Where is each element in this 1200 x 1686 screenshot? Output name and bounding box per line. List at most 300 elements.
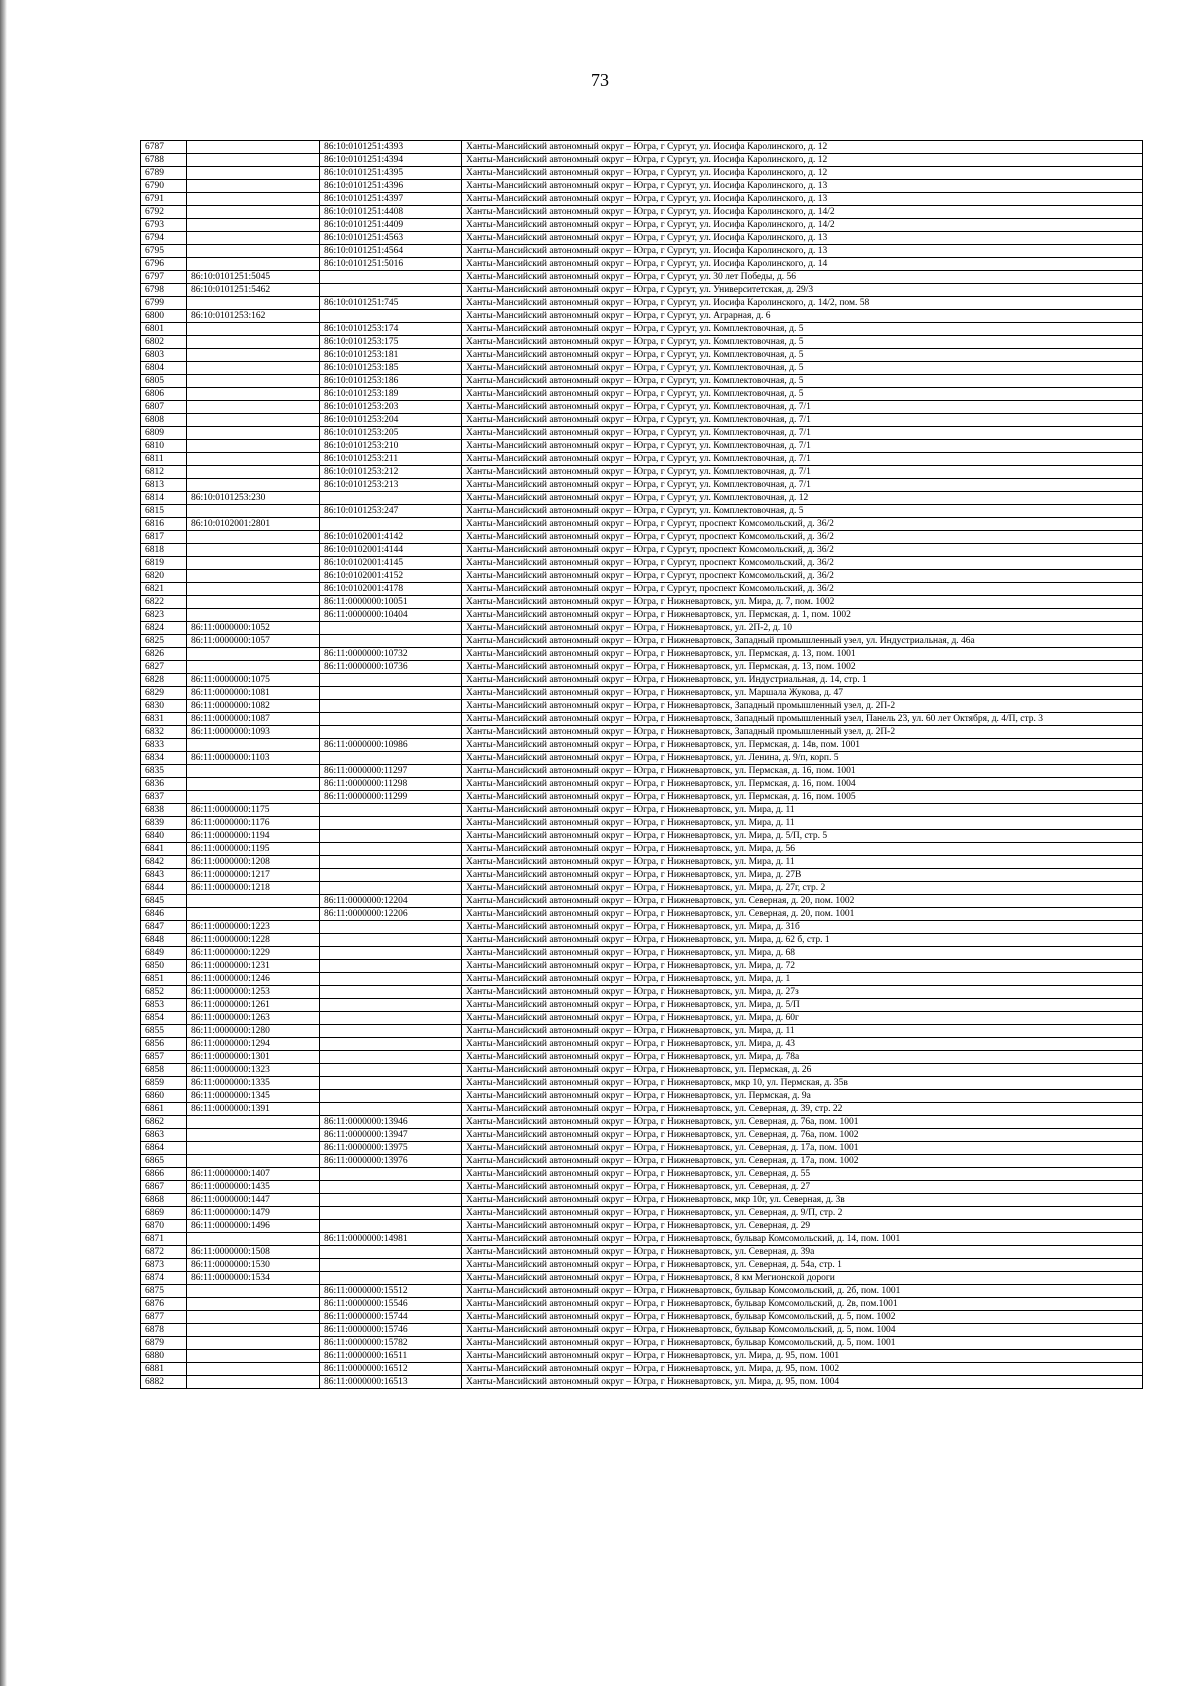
address-cell: Ханты-Мансийский автономный округ – Югра, г Нижневартовск, ул. Мира, д. 11 <box>462 1025 1143 1038</box>
row-number-cell: 6879 <box>141 1337 187 1350</box>
building-cadastral-number-cell: 86:11:0000000:1195 <box>187 843 320 856</box>
premises-cadastral-number-cell <box>320 999 462 1012</box>
premises-cadastral-number-cell <box>320 1051 462 1064</box>
row-number-cell: 6819 <box>141 557 187 570</box>
premises-cadastral-number-cell: 86:11:0000000:16511 <box>320 1350 462 1363</box>
table-row <box>141 1298 1143 1311</box>
building-cadastral-number-cell <box>187 427 320 440</box>
row-number-cell: 6857 <box>141 1051 187 1064</box>
building-cadastral-number-cell <box>187 453 320 466</box>
table-row <box>141 492 1143 505</box>
table-row <box>141 362 1143 375</box>
address-cell: Ханты-Мансийский автономный округ – Югра, г Нижневартовск, Западный промышленный узел, д. 2П-2 <box>462 726 1143 739</box>
address-cell: Ханты-Мансийский автономный округ – Югра, г Сургут, ул. Аграрная, д. 6 <box>462 310 1143 323</box>
table-row <box>141 1181 1143 1194</box>
address-cell: Ханты-Мансийский автономный округ – Югра, г Нижневартовск, Западный промышленный узел, ул. Индустриальная, д. 46а <box>462 635 1143 648</box>
row-number-cell: 6820 <box>141 570 187 583</box>
row-number-cell: 6880 <box>141 1350 187 1363</box>
building-cadastral-number-cell <box>187 1233 320 1246</box>
table-row <box>141 427 1143 440</box>
premises-cadastral-number-cell <box>320 310 462 323</box>
building-cadastral-number-cell <box>187 531 320 544</box>
row-number-cell: 6827 <box>141 661 187 674</box>
building-cadastral-number-cell <box>187 1337 320 1350</box>
building-cadastral-number-cell: 86:11:0000000:1218 <box>187 882 320 895</box>
building-cadastral-number-cell <box>187 648 320 661</box>
address-cell: Ханты-Мансийский автономный округ – Югра, г Нижневартовск, ул. Пермская, д. 16, пом. 1005 <box>462 791 1143 804</box>
row-number-cell: 6812 <box>141 466 187 479</box>
table-row <box>141 479 1143 492</box>
building-cadastral-number-cell <box>187 180 320 193</box>
table-row <box>141 180 1143 193</box>
building-cadastral-number-cell <box>187 141 320 154</box>
building-cadastral-number-cell <box>187 778 320 791</box>
address-cell: Ханты-Мансийский автономный округ – Югра, г Сургут, ул. Иосифа Каролинского, д. 13 <box>462 193 1143 206</box>
address-cell: Ханты-Мансийский автономный округ – Югра, г Сургут, ул. Комплектовочная, д. 7/1 <box>462 414 1143 427</box>
address-cell: Ханты-Мансийский автономный округ – Югра, г Нижневартовск, ул. Мира, д. 43 <box>462 1038 1143 1051</box>
table-row <box>141 1259 1143 1272</box>
premises-cadastral-number-cell: 86:11:0000000:15746 <box>320 1324 462 1337</box>
table-row <box>141 999 1143 1012</box>
building-cadastral-number-cell: 86:11:0000000:1301 <box>187 1051 320 1064</box>
building-cadastral-number-cell <box>187 349 320 362</box>
premises-cadastral-number-cell: 86:10:0101253:189 <box>320 388 462 401</box>
address-cell: Ханты-Мансийский автономный округ – Югра, г Нижневартовск, ул. Северная, д. 39, стр. 22 <box>462 1103 1143 1116</box>
row-number-cell: 6864 <box>141 1142 187 1155</box>
row-number-cell: 6862 <box>141 1116 187 1129</box>
premises-cadastral-number-cell: 86:10:0101253:203 <box>320 401 462 414</box>
row-number-cell: 6822 <box>141 596 187 609</box>
row-number-cell: 6815 <box>141 505 187 518</box>
row-number-cell: 6826 <box>141 648 187 661</box>
premises-cadastral-number-cell <box>320 1077 462 1090</box>
row-number-cell: 6818 <box>141 544 187 557</box>
row-number-cell: 6851 <box>141 973 187 986</box>
row-number-cell: 6876 <box>141 1298 187 1311</box>
address-cell: Ханты-Мансийский автономный округ – Югра, г Сургут, ул. Комплектовочная, д. 7/1 <box>462 479 1143 492</box>
building-cadastral-number-cell <box>187 206 320 219</box>
premises-cadastral-number-cell: 86:10:0101251:4563 <box>320 232 462 245</box>
premises-cadastral-number-cell: 86:11:0000000:10051 <box>320 596 462 609</box>
building-cadastral-number-cell: 86:11:0000000:1335 <box>187 1077 320 1090</box>
table-row <box>141 518 1143 531</box>
row-number-cell: 6829 <box>141 687 187 700</box>
row-number-cell: 6858 <box>141 1064 187 1077</box>
table-row <box>141 1142 1143 1155</box>
premises-cadastral-number-cell <box>320 1090 462 1103</box>
premises-cadastral-number-cell: 86:11:0000000:16512 <box>320 1363 462 1376</box>
row-number-cell: 6800 <box>141 310 187 323</box>
premises-cadastral-number-cell <box>320 674 462 687</box>
table-row <box>141 414 1143 427</box>
page-number: 73 <box>591 70 609 90</box>
table-row <box>141 622 1143 635</box>
premises-cadastral-number-cell: 86:11:0000000:10986 <box>320 739 462 752</box>
address-cell: Ханты-Мансийский автономный округ – Югра, г Нижневартовск, ул. Мира, д. 72 <box>462 960 1143 973</box>
address-cell: Ханты-Мансийский автономный округ – Югра, г Нижневартовск, ул. Мира, д. 11 <box>462 856 1143 869</box>
building-cadastral-number-cell <box>187 609 320 622</box>
premises-cadastral-number-cell: 86:10:0101253:204 <box>320 414 462 427</box>
building-cadastral-number-cell <box>187 167 320 180</box>
table-row <box>141 1272 1143 1285</box>
premises-cadastral-number-cell <box>320 492 462 505</box>
table-row <box>141 921 1143 934</box>
table-row <box>141 284 1143 297</box>
premises-cadastral-number-cell <box>320 1194 462 1207</box>
address-cell: Ханты-Мансийский автономный округ – Югра, г Сургут, ул. Иосифа Каролинского, д. 12 <box>462 167 1143 180</box>
address-cell: Ханты-Мансийский автономный округ – Югра, г Сургут, ул. Иосифа Каролинского, д. 13 <box>462 180 1143 193</box>
row-number-cell: 6830 <box>141 700 187 713</box>
premises-cadastral-number-cell <box>320 726 462 739</box>
building-cadastral-number-cell: 86:11:0000000:1407 <box>187 1168 320 1181</box>
row-number-cell: 6873 <box>141 1259 187 1272</box>
building-cadastral-number-cell <box>187 1363 320 1376</box>
row-number-cell: 6795 <box>141 245 187 258</box>
premises-cadastral-number-cell: 86:10:0102001:4178 <box>320 583 462 596</box>
row-number-cell: 6882 <box>141 1376 187 1389</box>
building-cadastral-number-cell <box>187 895 320 908</box>
table-row <box>141 1155 1143 1168</box>
address-cell: Ханты-Мансийский автономный округ – Югра, г Нижневартовск, ул. Северная, д. 27 <box>462 1181 1143 1194</box>
building-cadastral-number-cell: 86:11:0000000:1323 <box>187 1064 320 1077</box>
address-cell: Ханты-Мансийский автономный округ – Югра, г Сургут, ул. Комплектовочная, д. 5 <box>462 336 1143 349</box>
building-cadastral-number-cell: 86:11:0000000:1217 <box>187 869 320 882</box>
table-row <box>141 258 1143 271</box>
table-row <box>141 557 1143 570</box>
building-cadastral-number-cell <box>187 232 320 245</box>
building-cadastral-number-cell: 86:11:0000000:1294 <box>187 1038 320 1051</box>
row-number-cell: 6788 <box>141 154 187 167</box>
address-cell: Ханты-Мансийский автономный округ – Югра, г Нижневартовск, ул. Северная, д. 20, пом. 1001 <box>462 908 1143 921</box>
row-number-cell: 6839 <box>141 817 187 830</box>
premises-cadastral-number-cell: 86:10:0101253:174 <box>320 323 462 336</box>
table-row <box>141 895 1143 908</box>
address-cell: Ханты-Мансийский автономный округ – Югра, г Сургут, ул. Комплектовочная, д. 5 <box>462 323 1143 336</box>
building-cadastral-number-cell: 86:11:0000000:1052 <box>187 622 320 635</box>
address-cell: Ханты-Мансийский автономный округ – Югра, г Нижневартовск, ул. Мира, д. 95, пом. 1004 <box>462 1376 1143 1389</box>
table-row <box>141 739 1143 752</box>
premises-cadastral-number-cell: 86:11:0000000:10732 <box>320 648 462 661</box>
building-cadastral-number-cell <box>187 544 320 557</box>
building-cadastral-number-cell <box>187 323 320 336</box>
building-cadastral-number-cell <box>187 765 320 778</box>
table-row <box>141 401 1143 414</box>
premises-cadastral-number-cell: 86:10:0101253:211 <box>320 453 462 466</box>
premises-cadastral-number-cell <box>320 960 462 973</box>
premises-cadastral-number-cell <box>320 1207 462 1220</box>
premises-cadastral-number-cell: 86:10:0101253:181 <box>320 349 462 362</box>
table-row <box>141 960 1143 973</box>
table-row <box>141 1103 1143 1116</box>
premises-cadastral-number-cell: 86:11:0000000:16513 <box>320 1376 462 1389</box>
address-cell: Ханты-Мансийский автономный округ – Югра, г Сургут, ул. Иосифа Каролинского, д. 14/2 <box>462 206 1143 219</box>
row-number-cell: 6803 <box>141 349 187 362</box>
table-row <box>141 830 1143 843</box>
building-cadastral-number-cell: 86:11:0000000:1391 <box>187 1103 320 1116</box>
row-number-cell: 6832 <box>141 726 187 739</box>
premises-cadastral-number-cell <box>320 271 462 284</box>
row-number-cell: 6792 <box>141 206 187 219</box>
table-row <box>141 1090 1143 1103</box>
table-row <box>141 323 1143 336</box>
table-row <box>141 1311 1143 1324</box>
building-cadastral-number-cell <box>187 1142 320 1155</box>
premises-cadastral-number-cell: 86:11:0000000:10404 <box>320 609 462 622</box>
building-cadastral-number-cell <box>187 791 320 804</box>
row-number-cell: 6821 <box>141 583 187 596</box>
table-row <box>141 856 1143 869</box>
row-number-cell: 6790 <box>141 180 187 193</box>
table-row <box>141 648 1143 661</box>
row-number-cell: 6875 <box>141 1285 187 1298</box>
building-cadastral-number-cell <box>187 258 320 271</box>
row-number-cell: 6847 <box>141 921 187 934</box>
premises-cadastral-number-cell: 86:10:0101251:5016 <box>320 258 462 271</box>
address-cell: Ханты-Мансийский автономный округ – Югра, г Нижневартовск, ул. Пермская, д. 13, пом. 1001 <box>462 648 1143 661</box>
row-number-cell: 6869 <box>141 1207 187 1220</box>
premises-cadastral-number-cell: 86:10:0101253:212 <box>320 466 462 479</box>
address-cell: Ханты-Мансийский автономный округ – Югра, г Нижневартовск, ул. Мира, д. 31б <box>462 921 1143 934</box>
table-row <box>141 804 1143 817</box>
premises-cadastral-number-cell: 86:11:0000000:12206 <box>320 908 462 921</box>
building-cadastral-number-cell: 86:11:0000000:1534 <box>187 1272 320 1285</box>
premises-cadastral-number-cell <box>320 869 462 882</box>
address-cell: Ханты-Мансийский автономный округ – Югра, г Нижневартовск, бульвар Комсомольский, д. 2в, пом.1001 <box>462 1298 1143 1311</box>
row-number-cell: 6866 <box>141 1168 187 1181</box>
building-cadastral-number-cell: 86:11:0000000:1435 <box>187 1181 320 1194</box>
address-cell: Ханты-Мансийский автономный округ – Югра, г Нижневартовск, Западный промышленный узел, д. 2П-2 <box>462 700 1143 713</box>
table-row <box>141 986 1143 999</box>
table-row <box>141 1051 1143 1064</box>
row-number-cell: 6845 <box>141 895 187 908</box>
address-cell: Ханты-Мансийский автономный округ – Югра, г Сургут, ул. Иосифа Каролинского, д. 13 <box>462 232 1143 245</box>
table-row <box>141 674 1143 687</box>
address-cell: Ханты-Мансийский автономный округ – Югра, г Сургут, ул. Комплектовочная, д. 12 <box>462 492 1143 505</box>
building-cadastral-number-cell: 86:11:0000000:1229 <box>187 947 320 960</box>
premises-cadastral-number-cell <box>320 1064 462 1077</box>
table-row <box>141 609 1143 622</box>
address-cell: Ханты-Мансийский автономный округ – Югра, г Нижневартовск, Западный промышленный узел, Панель 23, ул. 60 лет Октября, д. 4/П, стр. 3 <box>462 713 1143 726</box>
address-cell: Ханты-Мансийский автономный округ – Югра, г Нижневартовск, ул. Мира, д. 11 <box>462 804 1143 817</box>
address-cell: Ханты-Мансийский автономный округ – Югра, г Сургут, ул. 30 лет Победы, д. 56 <box>462 271 1143 284</box>
row-number-cell: 6850 <box>141 960 187 973</box>
table-row <box>141 245 1143 258</box>
premises-cadastral-number-cell: 86:10:0101253:185 <box>320 362 462 375</box>
building-cadastral-number-cell: 86:11:0000000:1246 <box>187 973 320 986</box>
address-cell: Ханты-Мансийский автономный округ – Югра, г Нижневартовск, ул. 2П-2, д. 10 <box>462 622 1143 635</box>
address-cell: Ханты-Мансийский автономный округ – Югра, г Нижневартовск, ул. Мира, д. 7, пом. 1002 <box>462 596 1143 609</box>
row-number-cell: 6802 <box>141 336 187 349</box>
address-cell: Ханты-Мансийский автономный округ – Югра, г Нижневартовск, ул. Пермская, д. 16, пом. 1001 <box>462 765 1143 778</box>
address-cell: Ханты-Мансийский автономный округ – Югра, г Сургут, проспект Комсомольский, д. 36/2 <box>462 557 1143 570</box>
row-number-cell: 6856 <box>141 1038 187 1051</box>
table-row <box>141 1168 1143 1181</box>
row-number-cell: 6843 <box>141 869 187 882</box>
building-cadastral-number-cell <box>187 1376 320 1389</box>
row-number-cell: 6867 <box>141 1181 187 1194</box>
building-cadastral-number-cell <box>187 479 320 492</box>
building-cadastral-number-cell: 86:11:0000000:1208 <box>187 856 320 869</box>
row-number-cell: 6816 <box>141 518 187 531</box>
address-cell: Ханты-Мансийский автономный округ – Югра, г Нижневартовск, бульвар Комсомольский, д. 5, пом. 1004 <box>462 1324 1143 1337</box>
premises-cadastral-number-cell <box>320 830 462 843</box>
table-row <box>141 219 1143 232</box>
table-row <box>141 1324 1143 1337</box>
premises-cadastral-number-cell <box>320 843 462 856</box>
table-row <box>141 141 1143 154</box>
table-row <box>141 570 1143 583</box>
premises-cadastral-number-cell: 86:10:0101251:4397 <box>320 193 462 206</box>
row-number-cell: 6823 <box>141 609 187 622</box>
premises-cadastral-number-cell <box>320 1168 462 1181</box>
address-cell: Ханты-Мансийский автономный округ – Югра, г Нижневартовск, ул. Мира, д. 62 б, стр. 1 <box>462 934 1143 947</box>
table-row <box>141 713 1143 726</box>
address-cell: Ханты-Мансийский автономный округ – Югра, г Сургут, ул. Комплектовочная, д. 5 <box>462 388 1143 401</box>
premises-cadastral-number-cell: 86:11:0000000:15744 <box>320 1311 462 1324</box>
address-cell: Ханты-Мансийский автономный округ – Югра, г Нижневартовск, ул. Мира, д. 27В <box>462 869 1143 882</box>
table-row <box>141 388 1143 401</box>
address-cell: Ханты-Мансийский автономный округ – Югра, г Сургут, ул. Комплектовочная, д. 7/1 <box>462 401 1143 414</box>
scan-edge-shadow <box>0 0 7 1686</box>
address-cell: Ханты-Мансийский автономный округ – Югра, г Сургут, ул. Иосифа Каролинского, д. 14 <box>462 258 1143 271</box>
row-number-cell: 6799 <box>141 297 187 310</box>
premises-cadastral-number-cell: 86:10:0102001:4144 <box>320 544 462 557</box>
row-number-cell: 6831 <box>141 713 187 726</box>
table-row <box>141 466 1143 479</box>
premises-cadastral-number-cell <box>320 518 462 531</box>
row-number-cell: 6825 <box>141 635 187 648</box>
table-row <box>141 726 1143 739</box>
building-cadastral-number-cell <box>187 1311 320 1324</box>
premises-cadastral-number-cell <box>320 1103 462 1116</box>
table-row <box>141 1025 1143 1038</box>
row-number-cell: 6846 <box>141 908 187 921</box>
address-cell: Ханты-Мансийский автономный округ – Югра, г Сургут, ул. Университетская, д. 29/3 <box>462 284 1143 297</box>
row-number-cell: 6810 <box>141 440 187 453</box>
table-row <box>141 336 1143 349</box>
building-cadastral-number-cell <box>187 401 320 414</box>
row-number-cell: 6842 <box>141 856 187 869</box>
premises-cadastral-number-cell <box>320 622 462 635</box>
row-number-cell: 6791 <box>141 193 187 206</box>
table-row <box>141 973 1143 986</box>
premises-cadastral-number-cell <box>320 635 462 648</box>
table-row <box>141 882 1143 895</box>
building-cadastral-number-cell <box>187 245 320 258</box>
row-number-cell: 6841 <box>141 843 187 856</box>
building-cadastral-number-cell: 86:11:0000000:1261 <box>187 999 320 1012</box>
building-cadastral-number-cell <box>187 1116 320 1129</box>
building-cadastral-number-cell <box>187 388 320 401</box>
table-row <box>141 1337 1143 1350</box>
premises-cadastral-number-cell <box>320 921 462 934</box>
premises-cadastral-number-cell: 86:11:0000000:15546 <box>320 1298 462 1311</box>
address-cell: Ханты-Мансийский автономный округ – Югра, г Сургут, ул. Комплектовочная, д. 5 <box>462 349 1143 362</box>
address-cell: Ханты-Мансийский автономный округ – Югра, г Нижневартовск, мкр 10, ул. Пермская, д. 35в <box>462 1077 1143 1090</box>
premises-cadastral-number-cell: 86:10:0101253:175 <box>320 336 462 349</box>
row-number-cell: 6789 <box>141 167 187 180</box>
premises-cadastral-number-cell: 86:11:0000000:15782 <box>320 1337 462 1350</box>
premises-cadastral-number-cell <box>320 713 462 726</box>
premises-cadastral-number-cell <box>320 973 462 986</box>
premises-cadastral-number-cell: 86:10:0101253:186 <box>320 375 462 388</box>
premises-cadastral-number-cell <box>320 1259 462 1272</box>
row-number-cell: 6878 <box>141 1324 187 1337</box>
table-row <box>141 1246 1143 1259</box>
address-cell: Ханты-Мансийский автономный округ – Югра, г Сургут, ул. Комплектовочная, д. 5 <box>462 362 1143 375</box>
table-row <box>141 817 1143 830</box>
address-cell: Ханты-Мансийский автономный округ – Югра, г Нижневартовск, мкр 10г, ул. Северная, д. 3в <box>462 1194 1143 1207</box>
building-cadastral-number-cell: 86:11:0000000:1263 <box>187 1012 320 1025</box>
table-row <box>141 752 1143 765</box>
premises-cadastral-number-cell: 86:10:0101253:213 <box>320 479 462 492</box>
table-row <box>141 791 1143 804</box>
row-number-cell: 6807 <box>141 401 187 414</box>
table-row <box>141 1194 1143 1207</box>
table-row <box>141 661 1143 674</box>
address-cell: Ханты-Мансийский автономный округ – Югра, г Нижневартовск, ул. Северная, д. 17а, пом. 1002 <box>462 1155 1143 1168</box>
address-cell: Ханты-Мансийский автономный округ – Югра, г Сургут, проспект Комсомольский, д. 36/2 <box>462 583 1143 596</box>
premises-cadastral-number-cell <box>320 1220 462 1233</box>
building-cadastral-number-cell <box>187 1129 320 1142</box>
address-cell: Ханты-Мансийский автономный округ – Югра, г Нижневартовск, ул. Северная, д. 29 <box>462 1220 1143 1233</box>
address-cell: Ханты-Мансийский автономный округ – Югра, г Нижневартовск, ул. Северная, д. 20, пом. 1002 <box>462 895 1143 908</box>
address-cell: Ханты-Мансийский автономный округ – Югра, г Сургут, ул. Иосифа Каролинского, д. 13 <box>462 245 1143 258</box>
row-number-cell: 6854 <box>141 1012 187 1025</box>
address-cell: Ханты-Мансийский автономный округ – Югра, г Сургут, ул. Иосифа Каролинского, д. 12 <box>462 154 1143 167</box>
address-cell: Ханты-Мансийский автономный округ – Югра, г Нижневартовск, бульвар Комсомольский, д. 5, пом. 1001 <box>462 1337 1143 1350</box>
premises-cadastral-number-cell <box>320 1025 462 1038</box>
row-number-cell: 6853 <box>141 999 187 1012</box>
building-cadastral-number-cell <box>187 505 320 518</box>
building-cadastral-number-cell <box>187 661 320 674</box>
row-number-cell: 6855 <box>141 1025 187 1038</box>
table-row <box>141 1064 1143 1077</box>
premises-cadastral-number-cell <box>320 856 462 869</box>
building-cadastral-number-cell <box>187 583 320 596</box>
building-cadastral-number-cell: 86:11:0000000:1496 <box>187 1220 320 1233</box>
table-row <box>141 778 1143 791</box>
building-cadastral-number-cell <box>187 440 320 453</box>
building-cadastral-number-cell: 86:10:0101251:5462 <box>187 284 320 297</box>
premises-cadastral-number-cell: 86:10:0102001:4145 <box>320 557 462 570</box>
row-number-cell: 6813 <box>141 479 187 492</box>
address-cell: Ханты-Мансийский автономный округ – Югра, г Нижневартовск, ул. Мира, д. 27з <box>462 986 1143 999</box>
building-cadastral-number-cell <box>187 1350 320 1363</box>
row-number-cell: 6844 <box>141 882 187 895</box>
address-cell: Ханты-Мансийский автономный округ – Югра, г Нижневартовск, ул. Ленина, д. 9/п, корп. 5 <box>462 752 1143 765</box>
building-cadastral-number-cell: 86:11:0000000:1093 <box>187 726 320 739</box>
address-cell: Ханты-Мансийский автономный округ – Югра, г Сургут, проспект Комсомольский, д. 36/2 <box>462 518 1143 531</box>
row-number-cell: 6833 <box>141 739 187 752</box>
table-row <box>141 765 1143 778</box>
table-row <box>141 271 1143 284</box>
premises-cadastral-number-cell <box>320 752 462 765</box>
table-row <box>141 505 1143 518</box>
table-row <box>141 544 1143 557</box>
premises-cadastral-number-cell: 86:11:0000000:13975 <box>320 1142 462 1155</box>
premises-cadastral-number-cell: 86:10:0101251:4408 <box>320 206 462 219</box>
table-row <box>141 349 1143 362</box>
building-cadastral-number-cell <box>187 375 320 388</box>
premises-cadastral-number-cell: 86:11:0000000:11297 <box>320 765 462 778</box>
building-cadastral-number-cell: 86:11:0000000:1075 <box>187 674 320 687</box>
table-row <box>141 583 1143 596</box>
building-cadastral-number-cell <box>187 908 320 921</box>
address-cell: Ханты-Мансийский автономный округ – Югра, г Сургут, проспект Комсомольский, д. 36/2 <box>462 570 1143 583</box>
building-cadastral-number-cell <box>187 1298 320 1311</box>
table-row <box>141 1129 1143 1142</box>
